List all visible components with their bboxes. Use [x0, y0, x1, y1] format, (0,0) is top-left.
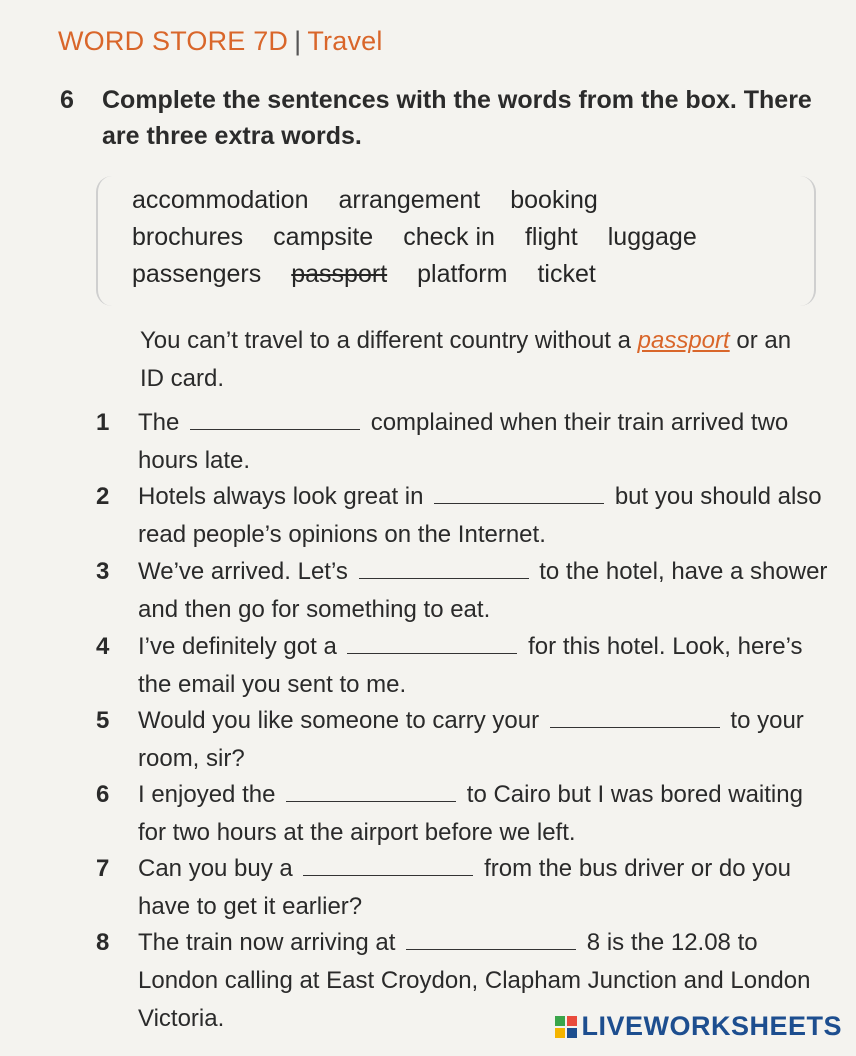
answer-blank[interactable] [303, 853, 473, 876]
title-separator: | [294, 26, 302, 56]
word-box-word: arrangement [338, 186, 481, 214]
item-before: I enjoyed the [138, 781, 276, 808]
item-number: 2 [96, 483, 110, 510]
word-box-word: passengers [132, 260, 262, 288]
word-box-word: ticket [537, 260, 596, 288]
item-after: 8 is the 12.08 to London calling at East Croydon, Clapham Junction and London Victoria. [138, 929, 811, 1032]
item-before: I’ve definitely got a [138, 633, 337, 660]
item-number: 8 [96, 929, 110, 956]
item-before: Would you like someone to carry your [138, 707, 540, 734]
task-text: Complete the sentences with the words from the box. There are three extra words. [102, 86, 812, 150]
word-box-word: brochures [132, 223, 244, 251]
liveworksheets-watermark [555, 1011, 842, 1042]
example-answer: passport [637, 327, 730, 354]
answer-blank[interactable] [434, 481, 604, 504]
word-box-word: booking [510, 186, 598, 214]
word-row-3 [132, 260, 626, 289]
answer-blank[interactable] [286, 779, 456, 802]
item-number: 5 [96, 707, 110, 734]
item-after: but you should also read people’s opinions on the Internet. [138, 483, 822, 548]
item-number: 4 [96, 633, 110, 660]
section-title: WORD STORE 7D [58, 26, 289, 56]
task-number: 6 [60, 86, 74, 114]
section-header [58, 26, 383, 57]
word-box-word: accommodation [132, 186, 309, 214]
answer-blank[interactable] [359, 556, 529, 579]
word-row-1 [132, 186, 628, 215]
example-before: You can’t travel to a different country without a [140, 327, 631, 354]
item-number: 3 [96, 558, 110, 585]
answer-blank[interactable] [550, 705, 720, 728]
word-box-word: campsite [273, 223, 374, 251]
item-before: We’ve arrived. Let’s [138, 558, 348, 585]
word-box-word: platform [417, 260, 508, 288]
item-after: to the hotel, have a shower and then go for something to eat. [138, 558, 828, 623]
answer-blank[interactable] [347, 631, 517, 654]
item-after: complained when their train arrived two hours late. [138, 409, 789, 474]
item-before: The [138, 409, 180, 436]
item-number: 7 [96, 855, 110, 882]
item-before: The train now arriving at [138, 929, 396, 956]
item-after: to Cairo but I was bored waiting for two hours at the airport before we left. [138, 781, 803, 846]
word-box [96, 176, 816, 306]
item-after: for this hotel. Look, here’s the email you sent to me. [138, 633, 803, 698]
item-before: Hotels always look great in [138, 483, 424, 510]
example-after: or an ID card. [140, 327, 792, 392]
word-box-word: luggage [607, 223, 697, 251]
item-before: Can you buy a [138, 855, 293, 882]
word-row-2 [132, 223, 727, 252]
word-box-word: passport [291, 260, 388, 288]
item-after: to your room, sir? [138, 707, 804, 772]
answer-blank[interactable] [406, 927, 576, 950]
word-box-word: check in [403, 223, 495, 251]
watermark-text: LIVEWORKSHEETS [581, 1011, 842, 1041]
item-after: from the bus driver or do you have to get it earlier? [138, 855, 791, 920]
liveworksheets-logo-icon [555, 1016, 577, 1038]
item-number: 6 [96, 781, 110, 808]
example-sentence [140, 322, 820, 398]
answer-blank[interactable] [190, 407, 360, 430]
item-number: 1 [96, 409, 110, 436]
section-subtitle: Travel [307, 26, 383, 56]
word-box-word: flight [524, 223, 578, 251]
